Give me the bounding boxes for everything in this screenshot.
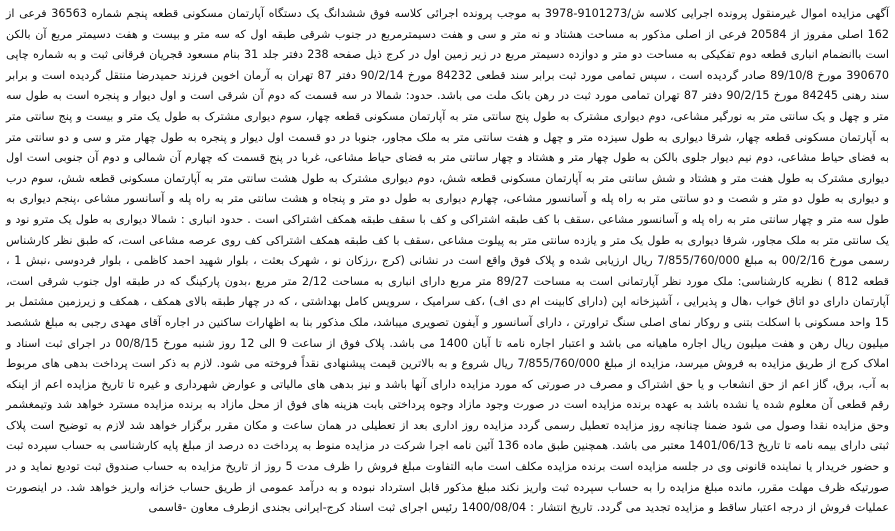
auction-notice-text: آگهی مزایده اموال غیرمنقول پرونده اجرایی کلاسه ش/9101273-3978 به موجب پرونده اجرائی کلاسه فوق ششدانگ یک دستگاه آپارتمان مسکونی قطعه پنجم شماره 36563 فرعی از 162 اصلی مفروز از 20584 فرعی از اصلی مذکور به مساحت هشتاد و نه متر و سی و هفت دسیمترمربع در جنوب شرقی طبقه اول که سه متر و بیست و هفت دسیمتر مربع آن بالکن است باانضمام انباری قطعه دوم تفکیکی به مساحت دو متر و دوازده دسیمتر مربع در زیر زمین اول در کرج ذیل صفحه 238 دفتر جلد 31 بنام مسعود قجریان فرقانی ثبت و به شماره چاپی 390670 مورخ 89/10/8 صادر گردیده است ، سپس تمامی مورد ثبت برابر سند قطعی 84232 مورخ 90/2/14 دفتر 87 تهران به آرمان اخوین فرزند حمیدرضا منتقل گردیده است و برابر سند رهنی 84245 مورخ 90/2/15 دفتر 87 تهران تمامی مورد ثبت در رهن بانک ملت می باشد. حدود: شمالا در سه قسمت که دوم آن شرقی است و اول دیوار و پنجره است به طول سه متر و چهل و یک سانتی متر به نورگیر مشاعی، دوم دیواری مشترک به طول پنج سانتی متر به آپارتمان مسکونی قطعه چهار، سوم دیواری مشترک به طول یک متر و بیست و پنج سانتی متر به آپارتمان مسکونی قطعه چهار، شرقا دیواری به طول سیزده متر و چهل و هفت سانتی متر به ملک مجاور، جنوبا در دو قسمت اول دیوار و پنجره به طول چهار متر و سی و دو سانتی متر به فضای حیاط مشاعی، دوم نیم دیوار جلوی بالکن به طول چهار متر و هشتاد و چهار سانتی متر به فضای حیاط مشاعی، غربا در پنج قسمت که چهارم آن شمالی و دوم آن جنوبی است اول دیواری مشترک به طول هفت متر و هشتاد و شش سانتی متر به آپارتمان مسکونی قطعه شش، دوم دیواری مشترک به طول هشت سانتی متر به آپارتمان مسکونی قطعه شش، سوم درب و دیواری به طول دو متر و شصت و دو سانتی متر به راه پله و آسانسور مشاعی، چهارم دیواری به طول دو متر و پنجاه و هشت سانتی متر به راه پله و آسانسور مشاعی ،پنجم دیواری به طول سه متر و چهار سانتی متر به راه پله و آسانسور مشاعی ،سقف با کف طبقه اشتراکی و کف با سقف طبقه همکف اشتراکی است . حدود انباری : شمالا دیواری به طول یک مترو نود و یک سانتی متر به ملک مجاور، شرقا دیواری به طول یک متر و یازده سانتی متر به پیلوت مشاعی ،سقف با کف طبقه همکف اشتراکی کف روی عرصه مشاعی است، که طبق نظر کارشناس رسمی مورخ 00/2/16 به مبلغ 7/855/760/000 ریال ارزیابی شده و پلاک فوق واقع است در نشانی (کرج ،رزکان نو ، شهرک بعثت ، بلوار شهید احمد کاظمی ، بلوار فردوسی ،نبش 1 ، قطعه 812 ) نظریه کارشناسی: ملک مورد نظر آپارتمانی است به مساحت 89/27 متر مربع دارای انباری به مساحت 2/12 متر مربع ،بدون پارکینگ که در طبقه اول جنوب شرقی است، آپارتمان دارای دو اتاق خواب ،هال و پذیرایی ، آشپزخانه اپن (دارای کابینت ام دی اف) ،کف سرامیک ، سرویس کامل بهداشتی ، که در چهار طبقه بالای همکف ، همکف و زیرزمین مشتمل بر 15 واحد مسکونی با اسکلت بتنی و روکار نمای اصلی سنگ تراورتن ، دارای آسانسور و آیفون تصویری میباشد، ملک مذکور بنا به اظهارات ساکنین در اجاره آقای مهدی رجبی به مبلغ ششصد میلیون ریال رهن و هفت میلیون ریال اجاره ماهیانه می باشد و اعتبار اجاره نامه تا آبان 1400 می باشد. پلاک فوق از ساعت 9 الی 12 روز شنبه مورخ 00/8/15 در اجرای ثبت اسناد و املاک کرج از طریق مزایده به فروش میرسد، مزایده از مبلغ 7/855/760/000 ریال شروع و به بالاترین قیمت پیشنهادی نقداً فروخته می شود. لازم به ذکر است پرداخت بدهی های مربوط به آب، برق، گاز اعم از حق انشعاب و یا حق اشتراک و مصرف در صورتی که مورد مزایده دارای آنها باشد و نیز بدهی های مالیاتی و عوارض شهرداری و غیره تا تاریخ مزایده اعم از اینکه رقم قطعی آن معلوم شده یا نشده باشد به عهده برنده مزایده است در صورت وجود مازاد وجوه پرداختی بابت هزینه های فوق از محل مازاد به برنده مزایده مسترد خواهد شد وتیمغشمر وحق مزایده نقدا وصول می شود ضمنا چنانچه روز مزایده تعطیل رسمی گردد مزایده روز اداری بعد از تعطیلی در همان ساعت و مکان مقرر برگزار خواهد شد لازم به توضیح است پلاک ثبتی دارای بیمه نامه تا تاریخ 1401/06/13 معتبر می باشد. همچنین طبق ماده 136 آئین نامه اجرا شرکت در مزایده منوط به پرداخت ده درصد از مبلغ پایه کارشناسی به حساب سپرده ثبت و حضور خریدار یا نماینده قانونی وی در جلسه مزایده است برنده مزایده مکلف است مابه التفاوت مبلغ فروش را ظرف مدت 5 روز از تاریخ مزایده به حساب صندوق ثبت تودیع نماید و در صورتیکه ظرف مهلت مقرر، مانده مبلغ مزایده را به حساب سپرده ثبت واریز نکند مبلغ مذکور قابل استرداد نبوده و به درآمد عمومی از طریق حساب خزانه واریز خواهد شد. در اینصورت عملیات فروش از درجه اعتبار ساقط و مزایده تجدید می گردد. تاریخ انتشار : 1400/08/04 رئیس اجرای ثبت اسناد کرج-ایرانی بجندی ازطرف معاون -قاسمی [6, 7, 890, 515]
